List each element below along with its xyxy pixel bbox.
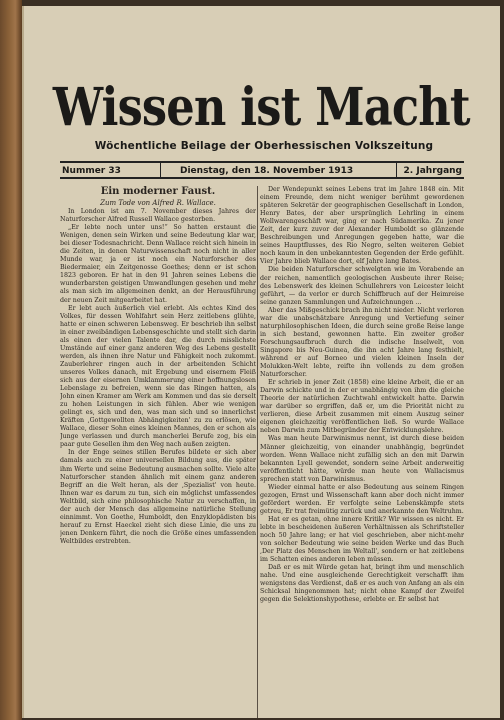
masthead-title: Wissen ist Macht <box>52 77 470 138</box>
article-paragraph: Der Wendepunkt seines Lebens trat im Jahre 1848 ein. Mit einem Freunde, dem nicht weniger berühmt gewordenen späteren Sekretär der geographischen Gesellschaft in London, Henry Bates, der aber ursprünglich Lehrling in einem Wollwarengeschäft war, ging er nach Südamerika. Zu jener Zeit, der kurz zuvor der Alexander Humboldt so glänzende Beschreibungen und Anregungen gegeben hatte, war die seines Hauptflusses, des Rio Negro, selten weiteren Gebiet noch kaum in den unbekanntesten Gegenden der Erde gefühlt. Vier Jahre blieb Wallace dort, elf Jahre lang Bates. <box>260 186 464 266</box>
issue-number: Nummer 33 <box>62 166 121 176</box>
article-title: Ein moderner Faust. <box>100 186 216 197</box>
article-paragraph: Wieder einmal hatte er also Bedeutung aus seinem Ringen gezogen, Ernst und Wissenschaft kann aber doch nicht immer gefördert werden. Er verfolgte seine Lebenskämpfe stets getreu, Er trat freimütig zurück und anerkannte den Weltruhm. <box>260 483 464 515</box>
article-paragraph: Daß er es mit Würde getan hat, bringt ihm und menschlich nahe. Und eine ausgleichende Gerechtigkeit verschafft ihm wenigstens das Verdienst, daß er es auch von Anfang an als ein Schicksal hingenommen hat; nicht ohne Kampf der Zweifel gegen die Selektionshypothese, erlebte er. Er selbst hat <box>260 564 464 604</box>
newspaper-page <box>22 6 500 718</box>
article-paragraph: In London ist am 7. November dieses Jahres der Naturforscher Alfred Russell Wallace gestorben. <box>60 208 256 224</box>
issue-year: 2. Jahrgang <box>403 166 462 176</box>
article-paragraph: Was man heute Darwinismus nennt, ist durch diese beiden Männer gleichzeitig, von einander unabhängig, begründet worden. Wenn Wallace nicht zufällig sich an den mit Darwin bekannten Lyell gewendet, sondern seine Arbeit anderweitig veröffentlicht hätte, würde man heute von Wallacismus sprechen statt von Darwinismus. <box>260 435 464 483</box>
article-column-left <box>60 186 256 718</box>
column-divider <box>257 186 258 718</box>
article-paragraph: Die beiden Naturforscher schwelgten wie im Vorabende an der reichen, namentlich geologischen Ausbeute ihrer Reise; des Lebenswerk des kleinen Schullehrers von Leicester leicht geführt, — da verlor er durch Schiffbruch auf der Heimreise seine ganzen Sammlungen und Aufzeichnungen ... <box>260 266 464 306</box>
article-paragraph: „Er lebte noch unter uns!“ So hatten erstaunt die Wenigen, denen sein Wirken und seine Bedeutung klar war, bei dieser Todesnachricht. Denn Wallace reicht sich hinein in die Zeiten, in denen Naturwissenschaft noch nicht in aller Munde war, ja er ist noch ein Naturforscher des Biedermaier, ein Zeitgenosse Goethes; denn er ist schon 1823 geboren. Er hat in den 91 Jahren seines Lebens die wunderbarsten geistigen Umwandlungen gesehen und mehr als man sich im allgemeinen denkt, an der Herausführung der neuen Zeit mitgearbeitet hat. <box>60 224 256 304</box>
article-subtitle: Zum Tode von Alfred R. Wallace. <box>100 199 216 207</box>
article-paragraph: Aber das Mißgeschick brach ihn nicht nieder. Nicht verloren war die unabschätzbare Anregung und Vertiefung seiner naturphilosophischen Ideen, die durch seine große Reise lange in sich bestand, gewonnen hatte. Ein zweiter großer Forschungsaufbruch durch die indische Inselwelt, von Singapore bis Neu-Guinea, die ihn acht Jahre lang festhielt, während er auf Borneo und vielen kleinen Inseln der Molukken-Welt lebte, reifte ihn vollends zu dem großen Naturforscher. <box>260 306 464 379</box>
article-paragraph: Er schrieb in jener Zeit (1858) eine kleine Arbeit, die er an Darwin schickte und in der er unabhängig von ihm die gleiche Theorie der natürlichen Zuchtwahl entwickelt hatte. Darwin war darüber so ergriffen, daß er, um die Priorität nicht zu verlieren, diese Arbeit zusammen mit einem Auszug seiner eigenen gleichzeitig veröffentlichen ließ. So wurde Wallace neben Darwin zum Mitbegründer der Entwicklungslehre. <box>260 379 464 435</box>
article-paragraph: Er lebt auch äußerlich viel erlebt. Als echtes Kind des Volkes, für dessen Wohlfahrt sein Herz zeitlebens glühte, hatte er einen schweren Lebensweg. Er beschrieb ihn selbst in einer zweibändigen Lebensgeschichte und stellt sich darin als einen der vielen Talente dar, die durch misslichste Umstände auf einer ganz anderen Weg des Lebens gestellt werden, als ihnen ihre Natur und Fähigkeit noch zukommt. Zauberlehrer ringen auch in der arbeitenden Schicht unseres Volkes danach, mit Ergebung und eisernem Fleiß sich aus der eisernen Umklammerung einer hoffnungslosen Lebenslage zu befreien, wenn sie das Ringen hatten, als John einen Kramer am Werk am Kommen und das sie derselt zu hohen Leistungen in sich fühlen. Aber wie wenigen gelingt es, sich und den, was man sich und so innerlichst Kräften ,Gottgewollten Abhängigkeiten' zu zu erlösen, wie Wallace, dieser Sohn eines kleinen Mannes, den er schon als Junge verlassen und durch mancherlei Berufe zog, bis ein paar gute Gesellen ihm den Weg nach außen zeigten. <box>60 304 256 449</box>
issue-divider <box>160 163 161 177</box>
issue-divider <box>396 163 397 177</box>
issue-date: Dienstag, den 18. November 1913 <box>180 166 354 176</box>
issue-info-bar <box>60 161 464 179</box>
article-paragraph: In der Enge seines stillen Berufes bildete er sich aber damals auch zu einer universellen Bildung aus, die später ihm Werte und seine Bedeutung ausmachen sollte. Viele alte Naturforscher standen ähnlich mit einem ganz anderen Begriff an die Welt heran, als der ,Spezialist' von heute. Ihnen war es darum zu tun, sich ein möglichst umfassendes Weltbild, sich eine philosophische Natur zu verschaffen, in der auch der Mensch das allgemeine natürliche Stellung einnimmt. Von Goethe, Humboldt, den Enzyklopädisten bis herauf zu Ernst Haeckel zieht sich diese Linie, die uns zu jenen Denkern führt, die noch die Größe eines umfassenden Weltbildes erstrebten. <box>60 449 256 545</box>
article-column-right <box>260 186 464 718</box>
masthead-subtitle: Wöchentliche Beilage der Oberhessischen Volkszeitung <box>94 140 434 152</box>
article-paragraph: Hat er es getan, ohne innere Kritik? Wir wissen es nicht. Er lebte in bescheidenen äußeren Verhältnissen als Schriftsteller noch 50 Jahre lang; er hat viel geschrieben, aber nicht-mehr von solcher Bedeutung wie seine beiden Werke und das Buch ,Der Platz des Menschen im Weltall', sondern er hat zeitlebens im Schatten eines anderen leben müssen. <box>260 515 464 564</box>
book-binding <box>0 0 22 720</box>
